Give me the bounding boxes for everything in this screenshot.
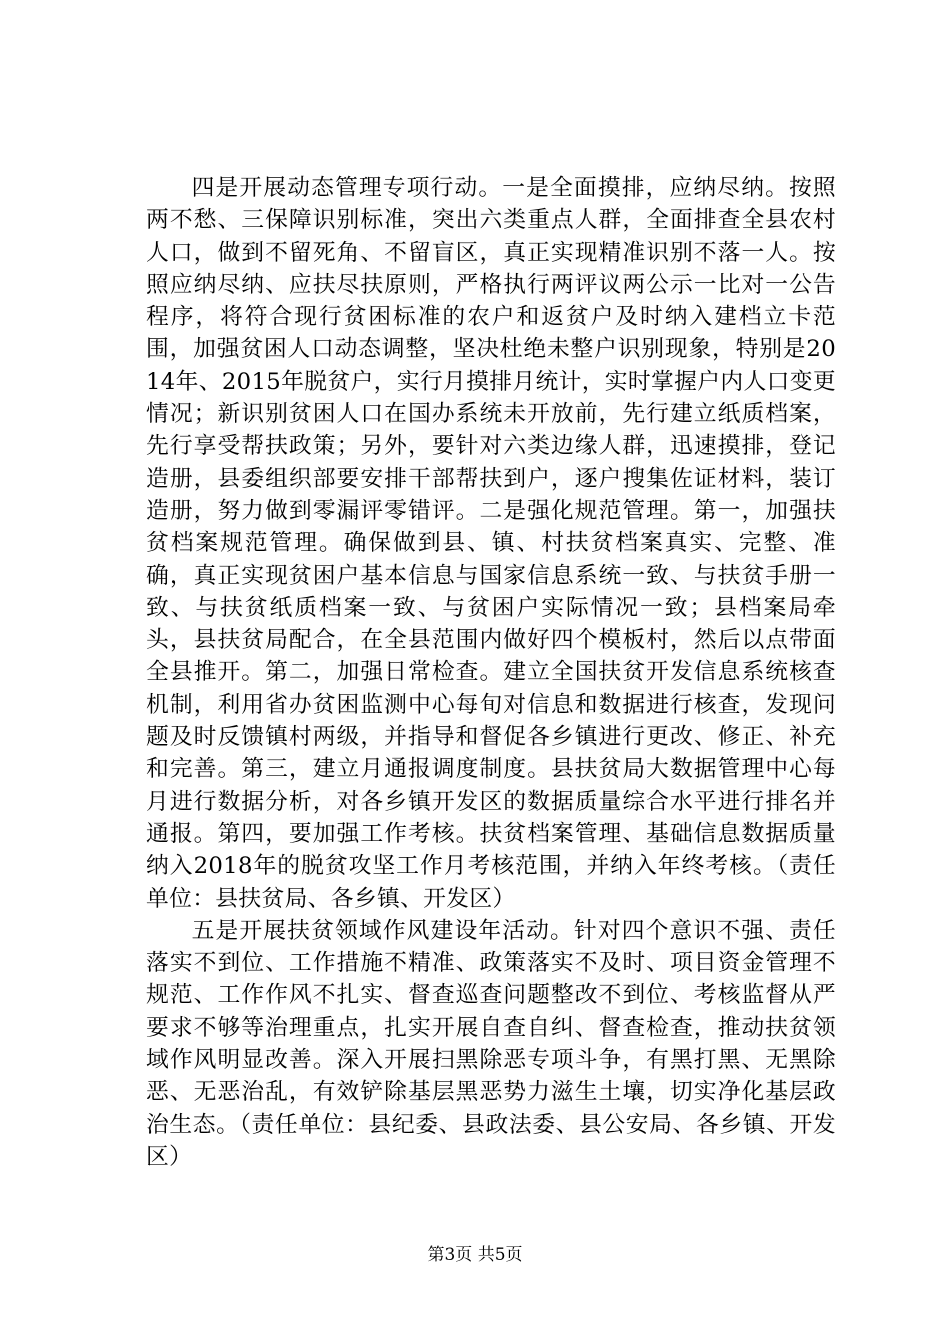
paragraph-work-style: 五是开展扶贫领域作风建设年活动。针对四个意识不强、责任落实不到位、工作措施不精准、政策落实不及时、项目资金管理不规范、工作作风不扎实、督查巡查问题整改不到位、考核监督从严要求不够等治理重点，扎实开展自查自纠、督查检查，推动扶贫领域作风明显改善。深入开展扫黑除恶专项斗争，有黑打黑、无黑除恶、无恶治乱，有效铲除基层黑恶势力滋生土壤，切实净化基层政治生态。（责任单位：县纪委、县政法委、县公安局、各乡镇、开发区） xyxy=(146,917,836,1170)
page-number: 第3页 共5页 xyxy=(427,1245,523,1265)
document-body xyxy=(146,172,836,1173)
paragraph-dynamic-management: 四是开展动态管理专项行动。一是全面摸排，应纳尽纳。按照两不愁、三保障识别标准，突出六类重点人群，全面排查全县农村人口，做到不留死角、不留盲区，真正实现精准识别不落一人。按照应纳尽纳、应扶尽扶原则，严格执行两评议两公示一比对一公告程序，将符合现行贫困标准的农户和返贫户及时纳入建档立卡范围，加强贫困人口动态调整，坚决杜绝未整户识别现象，特别是2014年、2015年脱贫户，实行月摸排月统计，实时掌握户内人口变更情况；新识别贫困人口在国办系统未开放前，先行建立纸质档案，先行享受帮扶政策；另外，要针对六类边缘人群，迅速摸排，登记造册，县委组织部要安排干部帮扶到户，逐户搜集佐证材料，装订造册，努力做到零漏评零错评。二是强化规范管理。第一，加强扶贫档案规范管理。确保做到县、镇、村扶贫档案真实、完整、准确，真正实现贫困户基本信息与国家信息系统一致、与扶贫手册一致、与扶贫纸质档案一致、与贫困户实际情况一致；县档案局牵头，县扶贫局配合，在全县范围内做好四个模板村，然后以点带面全县推开。第二，加强日常检查。建立全国扶贫开发信息系统核查机制，利用省办贫困监测中心每旬对信息和数据进行核查，发现问题及时反馈镇村两级，并指导和督促各乡镇进行更改、修正、补充和完善。第三，建立月通报调度制度。县扶贫局大数据管理中心每月进行数据分析，对各乡镇开发区的数据质量综合水平进行排名并通报。第四，要加强工作考核。扶贫档案管理、基础信息数据质量纳入2018年的脱贫攻坚工作月考核范围，并纳入年终考核。（责任单位：县扶贫局、各乡镇、开发区） xyxy=(146,175,836,912)
